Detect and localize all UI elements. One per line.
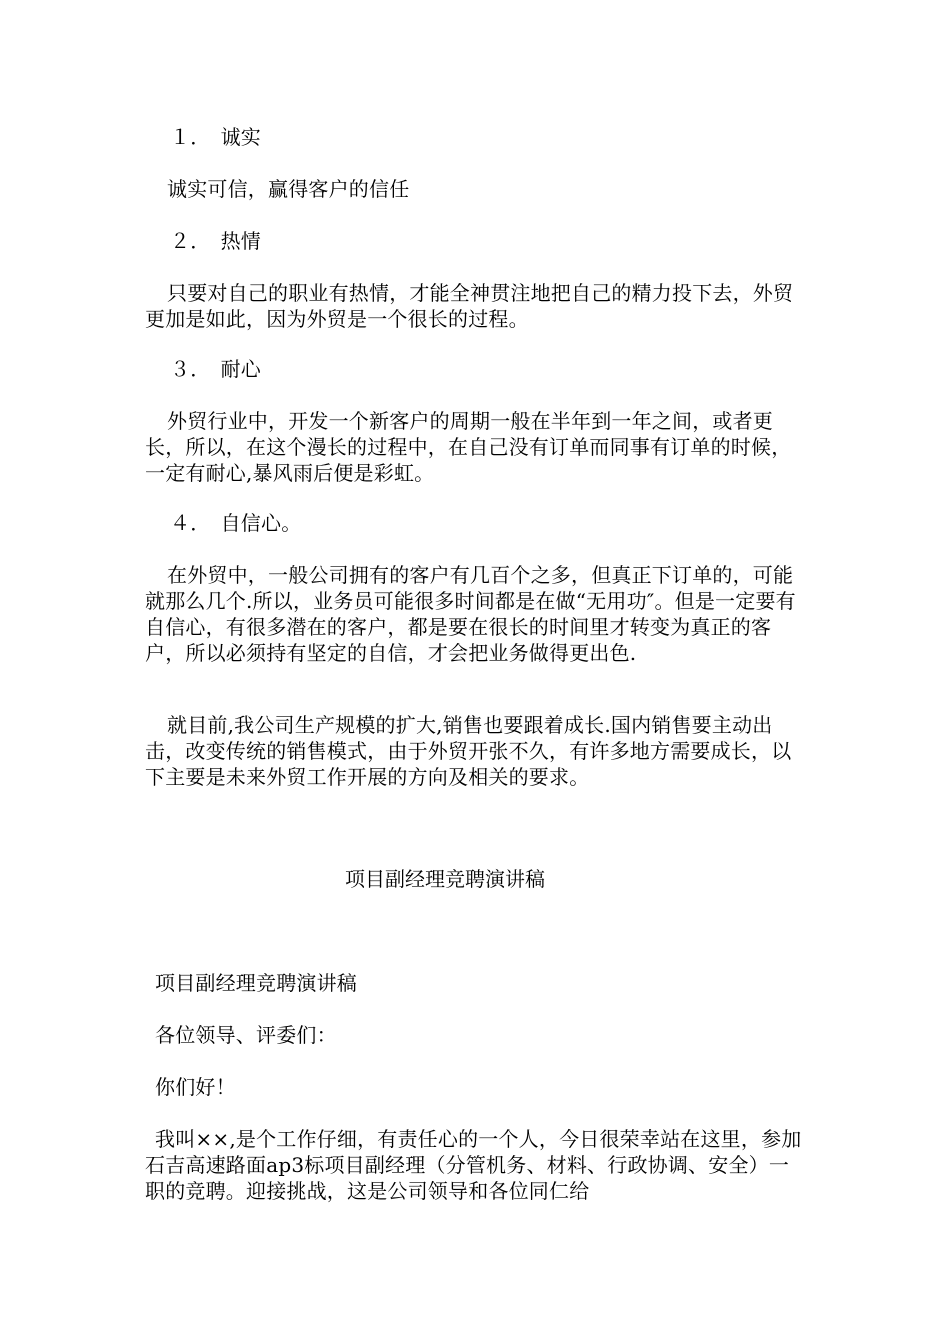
speech-title: 项目副经理竞聘演讲稿 <box>155 971 357 995</box>
paragraph-patience: 外贸行业中，开发一个新客户的周期一般在半年到一年之间，或者更长，所以，在这个漫长的过程中，在自己没有订单而同事有订单的时候，一定有耐心,暴风雨后便是彩虹。 <box>145 409 792 485</box>
heading-confidence: ４． 自信心。 <box>170 511 302 535</box>
heading-patience: ３． 耐心 <box>170 357 261 381</box>
paragraph-current-status: 就目前,我公司生产规模的扩大,销售也要跟着成长.国内销售要主动出击，改变传统的销售模式，由于外贸开张不久，有许多地方需要成长，以下主要是未来外贸工作开展的方向及相关的要求。 <box>145 713 792 789</box>
paragraph-enthusiasm: 只要对自己的职业有热情，才能全神贯注地把自己的精力投下去，外贸更加是如此，因为外贸是一个很长的过程。 <box>145 281 794 331</box>
heading-enthusiasm: ２． 热情 <box>170 229 261 253</box>
hello-line: 你们好！ <box>155 1075 236 1099</box>
paragraph-honesty: 诚实可信，赢得客户的信任 <box>167 177 410 201</box>
heading-honesty: １． 诚实 <box>170 125 261 149</box>
paragraph-confidence: 在外贸中，一般公司拥有的客户有几百个之多，但真正下订单的，可能就那么几个.所以，业务员可能很多时间都是在做“无用功″。但是一定要有自信心，有很多潜在的客户，都是要在很长的时间里才转变为真正的客户，所以必须持有坚定的自信，才会把业务做得更出色. <box>145 563 796 665</box>
self-introduction-paragraph: 我叫××,是个工作仔细，有责任心的一个人，今日很荣幸站在这里，参加石吉高速路面ap3标项目副经理（分管机务、材料、行政协调、安全）一职的竞聘。迎接挑战，这是公司领导和各位同仁给 <box>145 1127 802 1203</box>
speech-title-centered: 项目副经理竞聘演讲稿 <box>345 867 545 891</box>
greeting-line: 各位领导、评委们： <box>155 1023 337 1047</box>
